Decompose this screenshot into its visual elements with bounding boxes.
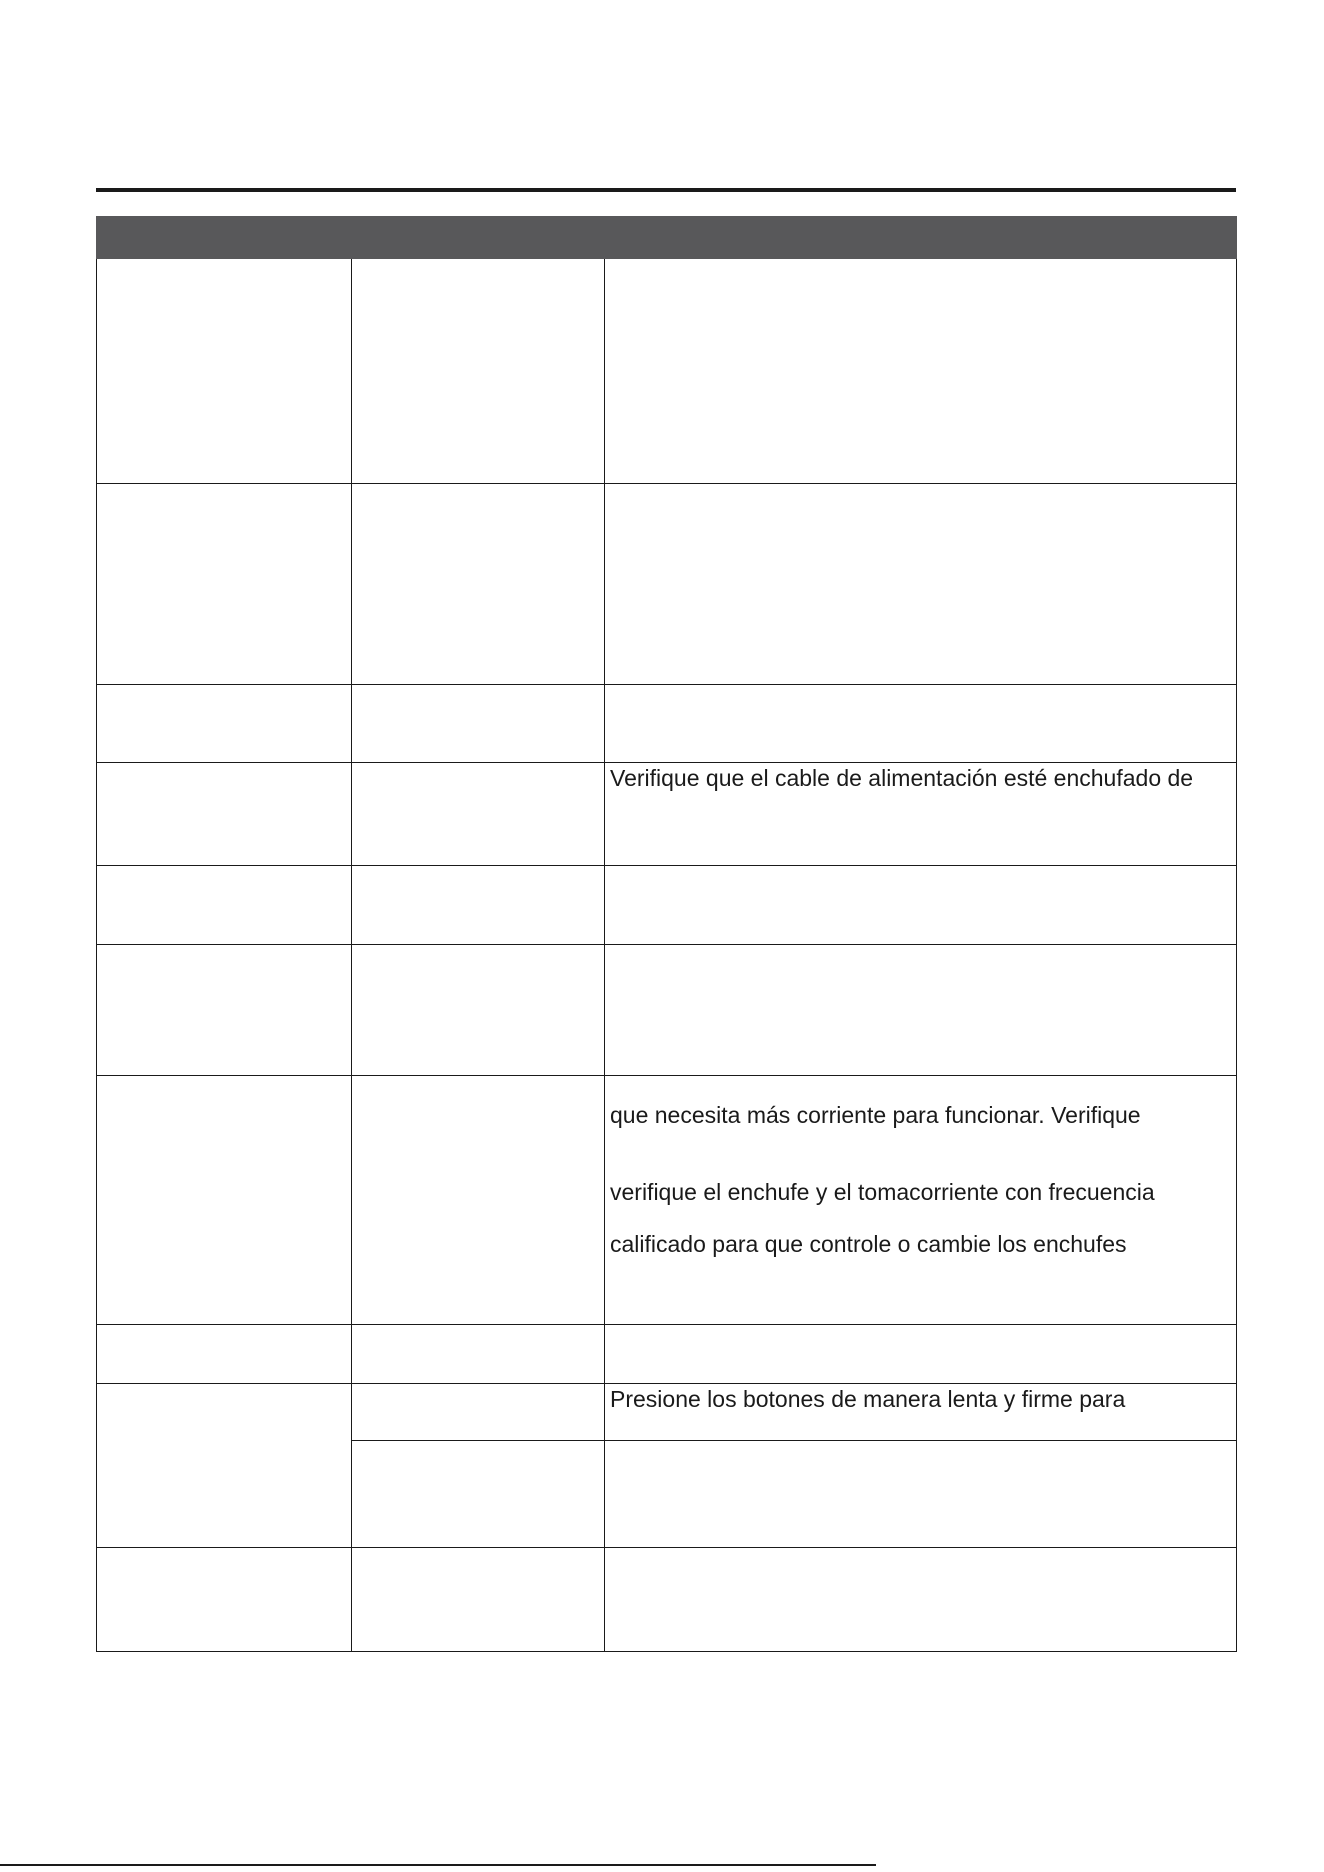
troubleshooting-table-container [96,216,1236,1652]
solution-cell [605,945,1237,1076]
solution-cell [605,1441,1237,1548]
problem-cell [97,1384,352,1548]
solution-cell [605,1325,1237,1384]
problem-cell [97,1548,352,1652]
header-cell [97,217,352,259]
problem-cell [97,763,352,866]
problem-cell [97,484,352,685]
cause-cell [352,1384,605,1441]
table-row [97,259,1237,484]
table-row [97,945,1237,1076]
solution-cell [605,685,1237,763]
table-row [97,1548,1237,1652]
cause-cell [352,259,605,484]
cause-cell [352,866,605,945]
troubleshooting-table [96,216,1237,1652]
cause-cell [352,945,605,1076]
cause-cell [352,1325,605,1384]
table-row [97,1384,1237,1441]
cause-cell [352,1548,605,1652]
problem-cell [97,685,352,763]
solution-text-line: verifique el enchufe y el tomacorriente con frecuencia [610,1179,1155,1205]
problem-cell [97,945,352,1076]
table-row [97,1076,1237,1325]
cause-cell [352,484,605,685]
solution-cell [605,763,1237,866]
solution-cell [605,1548,1237,1652]
bottom-divider-rule [0,1864,876,1866]
header-cell [352,217,605,259]
solution-text-line: calificado para que controle o cambie los enchufes [610,1231,1127,1257]
problem-cell [97,1325,352,1384]
solution-cell [605,866,1237,945]
header-cell [605,217,1237,259]
table-row [97,484,1237,685]
solution-cell [605,484,1237,685]
solution-cell [605,1384,1237,1441]
cause-cell [352,763,605,866]
solution-cell [605,259,1237,484]
table-row [97,1325,1237,1384]
solution-text-line: que necesita más corriente para funcionar. Verifique [610,1102,1141,1128]
cause-cell [352,685,605,763]
cause-cell [352,1441,605,1548]
cause-cell [352,1076,605,1325]
table-row [97,763,1237,866]
solution-text-line: Presione los botones de manera lenta y firme para [610,1386,1126,1412]
problem-cell [97,1076,352,1325]
solution-cell [605,1076,1237,1325]
problem-cell [97,259,352,484]
table-row [97,685,1237,763]
top-divider-rule [96,188,1236,192]
table-row [97,866,1237,945]
problem-cell [97,866,352,945]
table-header-row [97,217,1237,259]
solution-text-line: Verifique que el cable de alimentación esté enchufado de [610,765,1194,791]
